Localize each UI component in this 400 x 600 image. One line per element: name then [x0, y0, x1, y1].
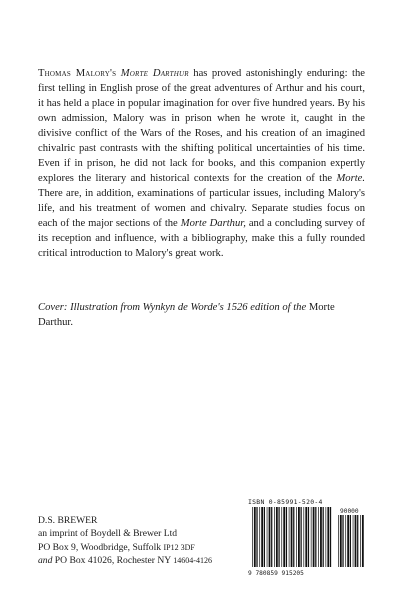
blurb-text-1: has proved astonishingly enduring: the first telling in English prose of the great adventures of Arthur and his court, it has held a place in popular imagination for over five hundred years. By his own admission, Malory was in prison when he wrote it, caught in the divisive conflict of the Wars of the Roses, and his creation of an imagined chivalric past contrasts with the shifting political uncertainties of his time. Even if in prison, he did not lack for books, and this companion expertly explores the literary and historical contexts for the creation of the [38, 68, 365, 185]
barcode-bar [283, 507, 285, 567]
barcode-bar [259, 507, 260, 567]
blurb-morte: Morte. [336, 173, 365, 185]
barcode-bar [281, 507, 282, 567]
barcode-bar [296, 507, 297, 567]
barcode-bar [298, 507, 300, 567]
addon-bar [338, 515, 339, 567]
barcode-bar [289, 507, 290, 567]
publisher-line-2 [38, 541, 248, 554]
addon-bar [357, 515, 358, 567]
barcode-bar [261, 507, 263, 567]
barcode-bar [256, 507, 257, 567]
addon-bar [345, 515, 346, 567]
barcode-graphic [248, 507, 366, 577]
addon-bar [362, 515, 364, 567]
barcode-bar [326, 507, 327, 567]
publisher-zip: 14604-4126 [173, 556, 212, 566]
publisher-address-2: PO Box 41026, Rochester NY [52, 555, 174, 567]
blurb-morte-darthur: Morte Darthur, [180, 218, 246, 230]
addon-bar [342, 515, 343, 567]
barcode-bar [269, 507, 271, 567]
barcode-bar [308, 507, 309, 567]
publisher-line-3 [38, 554, 248, 567]
publisher-address-1: PO Box 9, Woodbridge, Suffolk [38, 541, 164, 553]
blurb-title: Morte Darthur [120, 68, 189, 79]
barcode-bar [274, 507, 275, 567]
cover-note-italic: Cover: Illustration from Wynkyn de Worde's 1526 edition of the [38, 302, 307, 313]
addon-bar [347, 515, 349, 567]
barcode-bar [315, 507, 316, 567]
barcode-bar [303, 507, 304, 567]
publisher-and: and [38, 555, 53, 567]
barcode-bar [323, 507, 324, 567]
addon-bars [338, 515, 364, 567]
barcode-block [248, 498, 366, 578]
barcode-bar [293, 507, 294, 567]
barcode-bar [305, 507, 307, 567]
barcode-bar [311, 507, 312, 567]
blurb-text-2: There are, in addition, examinations of particular issues, including Malory's life, and his treatment of women and chivalry. Separate studies focus on each of the major sections of the [38, 188, 365, 230]
blurb-paragraph [38, 66, 365, 261]
blurb-author: Thomas Malory's [38, 68, 117, 79]
addon-bar [340, 515, 342, 567]
addon-bar [353, 515, 354, 567]
isbn-label: ISBN 0-85991-520-4 [248, 498, 323, 506]
barcode-bar [320, 507, 322, 567]
publisher-postcode: IP12 3DF [163, 542, 195, 552]
barcode-bar [278, 507, 279, 567]
publisher-block [38, 514, 248, 568]
cover-note-roman: Morte Darthur. [38, 302, 335, 329]
barcode-bar [276, 507, 278, 567]
addon-bar [360, 515, 361, 567]
barcode-bar [271, 507, 272, 567]
addon-bar [350, 515, 351, 567]
addon-digits: 90000 [340, 508, 359, 515]
barcode-bar [264, 507, 265, 567]
cover-note [38, 300, 365, 330]
barcode-bar [301, 507, 302, 567]
barcode-bar [252, 507, 253, 567]
ean-bars [252, 507, 331, 567]
ean-digits: 9 780859 915205 [248, 570, 304, 577]
publisher-name: D.S. BREWER [38, 515, 98, 526]
barcode-bar [254, 507, 256, 567]
barcode-bar [327, 507, 329, 567]
barcode-bar [267, 507, 268, 567]
publisher-line-1: an imprint of Boydell & Brewer Ltd [38, 528, 178, 540]
addon-bar [355, 515, 357, 567]
barcode-bar [313, 507, 315, 567]
blurb-text-3: and a concluding survey of its reception and influence, with a bibliography, make this a fully rounded critical introduction to Malory's great work. [38, 218, 365, 260]
barcode-bar [291, 507, 293, 567]
barcode-bar [286, 507, 287, 567]
barcode-bar [330, 507, 331, 567]
barcode-bar [318, 507, 319, 567]
